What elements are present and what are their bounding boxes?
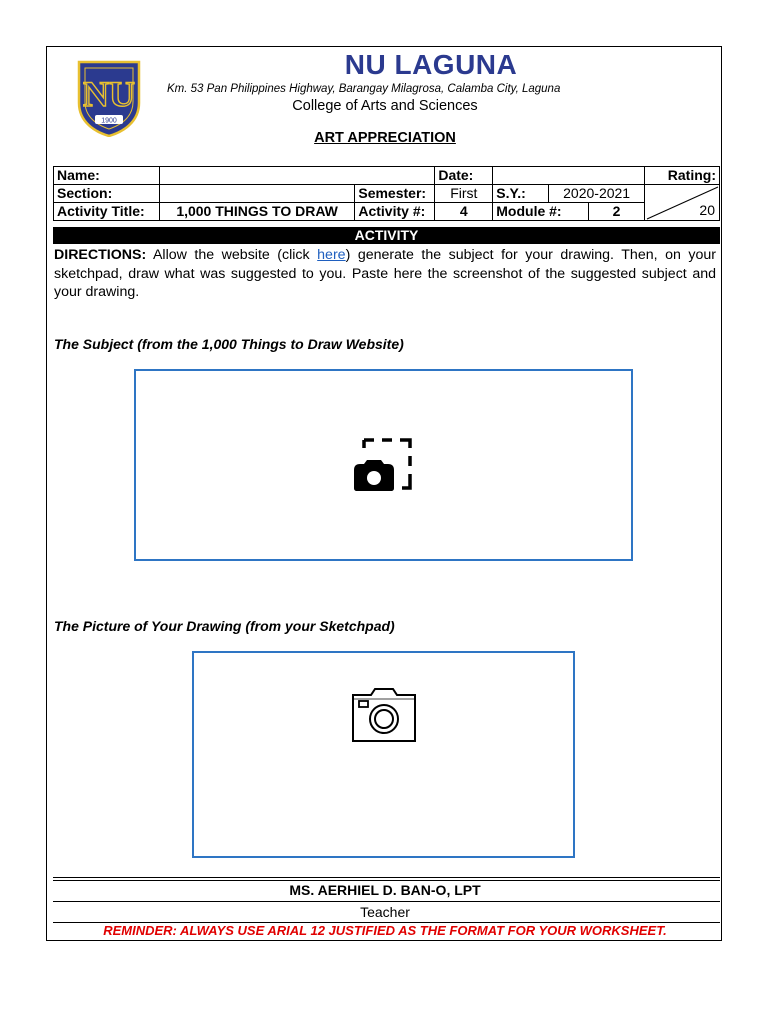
rating-total: 20 <box>699 202 715 218</box>
activity-number-label: Activity #: <box>355 203 435 221</box>
student-info-table <box>53 166 720 221</box>
school-name: NU LAGUNA <box>329 47 533 81</box>
divider <box>53 880 720 881</box>
name-field[interactable] <box>159 167 434 185</box>
divider <box>53 877 720 878</box>
table-row <box>54 167 720 185</box>
semester-value: First <box>435 185 493 203</box>
screenshot-placeholder-icon <box>352 436 416 494</box>
activity-bar: ACTIVITY <box>53 227 720 244</box>
drawing-caption: The Picture of Your Drawing (from your Sketchpad) <box>54 618 395 634</box>
module-label: Module #: <box>493 203 589 221</box>
subject-image-frame[interactable] <box>134 369 633 561</box>
date-label: Date: <box>435 167 493 185</box>
activity-number-value: 4 <box>435 203 493 221</box>
school-address: Km. 53 Pan Philippines Highway, Barangay Milagrosa, Calamba City, Laguna <box>167 83 561 95</box>
module-value: 2 <box>589 203 645 221</box>
section-label: Section: <box>54 185 160 203</box>
directions-text <box>54 246 716 302</box>
name-label: Name: <box>54 167 160 185</box>
worksheet <box>46 46 722 941</box>
svg-text:1900: 1900 <box>101 117 117 125</box>
camera-icon <box>349 685 419 745</box>
teacher-role: Teacher <box>360 904 410 920</box>
directions-pre: Allow the website (click <box>146 247 318 263</box>
directions-label: DIRECTIONS: <box>54 247 147 263</box>
directions-post: ) generate the subject for your drawing. Then, on your sketchpad, draw what was suggested to you. Paste here the screenshot of the suggested subject and your drawing. <box>54 247 717 300</box>
sy-value: 2020-2021 <box>549 185 645 203</box>
format-reminder: REMINDER: ALWAYS USE ARIAL 12 JUSTIFIED AS THE FORMAT FOR YOUR WORKSHEET. <box>103 923 667 938</box>
svg-text:NU: NU <box>83 74 135 114</box>
rating-label: Rating: <box>645 167 720 185</box>
signature-line <box>53 901 720 902</box>
section-field[interactable] <box>159 185 355 203</box>
table-row <box>54 185 720 203</box>
course-title: ART APPRECIATION <box>314 130 456 146</box>
semester-label: Semester: <box>355 185 435 203</box>
teacher-name: MS. AERHIEL D. BAN-O, LPT <box>289 882 481 898</box>
activity-title-label: Activity Title: <box>54 203 160 221</box>
college-name: College of Arts and Sciences <box>292 98 478 114</box>
here-link[interactable]: here <box>317 247 346 263</box>
drawing-image-frame[interactable] <box>192 651 575 858</box>
date-field[interactable] <box>493 167 645 185</box>
rating-score-cell <box>645 185 720 221</box>
table-row <box>54 203 720 221</box>
sy-label: S.Y.: <box>493 185 549 203</box>
activity-title-value: 1,000 THINGS TO DRAW <box>159 203 355 221</box>
subject-caption: The Subject (from the 1,000 Things to Draw Website) <box>54 336 404 352</box>
